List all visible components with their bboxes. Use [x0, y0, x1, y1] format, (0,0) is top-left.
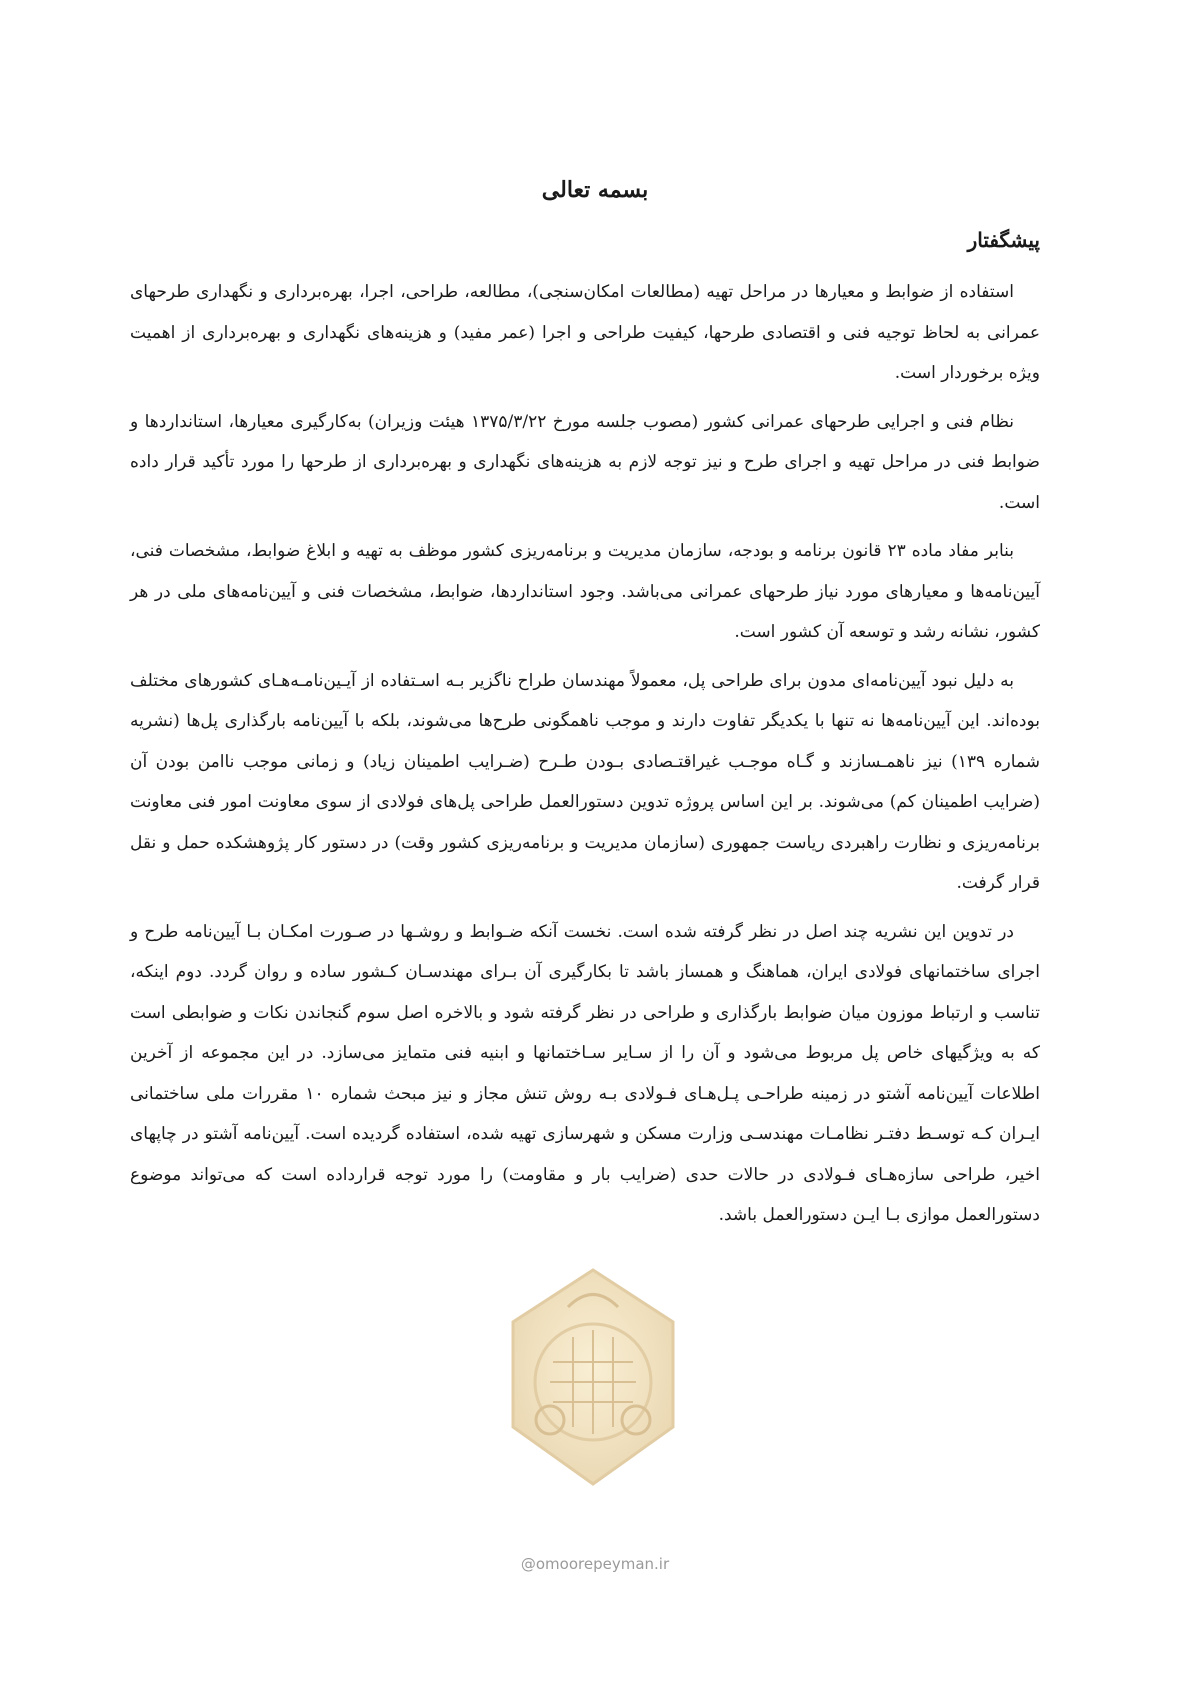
page-heading: بسمه تعالی	[541, 177, 649, 203]
section-title: پیشگفتار	[967, 228, 1040, 252]
body-text	[130, 272, 1040, 1244]
watermark-logo	[498, 1262, 688, 1492]
paragraph: استفاده از ضوابط و معیارها در مراحل تهیه (مطالعات امکان‌سنجی)، مطالعه، طراحی، اجرا، بهره‌برداری و نگهداری طرحهای عمرانی به لحاظ توجیه فنی و اقتصادی طرحها، کیفیت طراحی و اجرا (عمر مفید) و هزینه‌های نگهداری و بهره‌برداری از اهمیت ویژه برخوردار است.	[130, 282, 1040, 383]
paragraph: نظام فنی و اجرایی طرحهای عمرانی کشور (مصوب جلسه مورخ ۱۳۷۵/۳/۲۲ هیئت وزیران) به‌کارگیری معیارها، استانداردها و ضوابط فنی در مراحل تهیه و اجرای طرح و نیز توجه لازم به هزینه‌های نگهداری و بهره‌برداری از طرحها را مورد تأکید قرار داده است.	[130, 411, 1040, 513]
footer-url: @omoorepeyman.ir	[520, 1555, 670, 1573]
paragraph: به دلیل نبود آیین‌نامه‌ای مدون برای طراحی پل، معمولاً مهندسان طراح ناگزیر بـه اسـتفاده از آیـین‌نامـه‌هـای کشورهای مختلف بوده‌اند. این آیین‌نامه‌ها نه تنها با یکدیگر تفاوت دارند و موجب ناهمگونی طرح‌ها می‌شوند، بلکه با آیین‌نامه بارگذاری پل‌ها (نشریه شماره ۱۳۹) نیز ناهمـسازند و گـاه موجـب غیراقتـصادی بـودن طـرح (ضـرایب اطمینان زیاد) و زمانی موجب ناامن بودن آن (ضرایب اطمینان کم) می‌شوند. بر این اساس پروژه تدوین دستورالعمل طراحی پل‌های فولادی از سوی معاونت امور فنی معاونت برنامه‌ریزی و نظارت راهبردی ریاست جمهوری (سازمان مدیریت و برنامه‌ریزی کشور وقت) در دستور کار پژوهشکده حمل و نقل قرار گرفت.	[130, 670, 1040, 893]
paragraph: در تدوین این نشریه چند اصل در نظر گرفته شده است. نخست آنکه ضـوابط و روشـها در صـورت امکـان بـا آیین‌نامه طرح و اجرای ساختمانهای فولادی ایران، هماهنگ و همساز باشد تا بکارگیری آن بـرای مهندسـان کـشور ساده و روان گردد. دوم اینکه، تناسب و ارتباط موزون میان ضوابط بارگذاری و طراحی در نظر گرفته شود و بالاخره اصل سوم گنجاندن نکات و ضوابطی است که به ویژگیهای خاص پل مربوط می‌شود و آن را از سـایر سـاختمانها و ابنیه فنی متمایز می‌سازد. در این مجموعه از آخرین اطلاعات آیین‌نامه آشتو در زمینه طراحـی پـل‌هـای فـولادی بـه روش تنش مجاز و نیز مبحث شماره ۱۰ مقررات ملی ساختمانی ایـران کـه توسـط دفتـر نظامـات مهندسـی وزارت مسکن و شهرسازی تهیه شده، استفاده گردیده است. آیین‌نامه آشتو در چاپهای اخیر، طراحی سازه‌هـای فـولادی در حالات حدی (ضرایب بار و مقاومت) را مورد توجه قرارداده است که می‌تواند موضوع دستورالعمل موازی بـا ایـن دستورالعمل باشد.	[130, 921, 1040, 1225]
paragraph: بنابر مفاد ماده ۲۳ قانون برنامه و بودجه، سازمان مدیریت و برنامه‌ریزی کشور موظف به تهیه و ابلاغ ضوابط، مشخصات فنی، آیین‌نامه‌ها و معیارهای مورد نیاز طرحهای عمرانی می‌باشد. وجود استانداردها، ضوابط، مشخصات فنی و آیین‌نامه‌های ملی در هر کشور، نشانه رشد و توسعه آن کشور است.	[130, 541, 1040, 642]
